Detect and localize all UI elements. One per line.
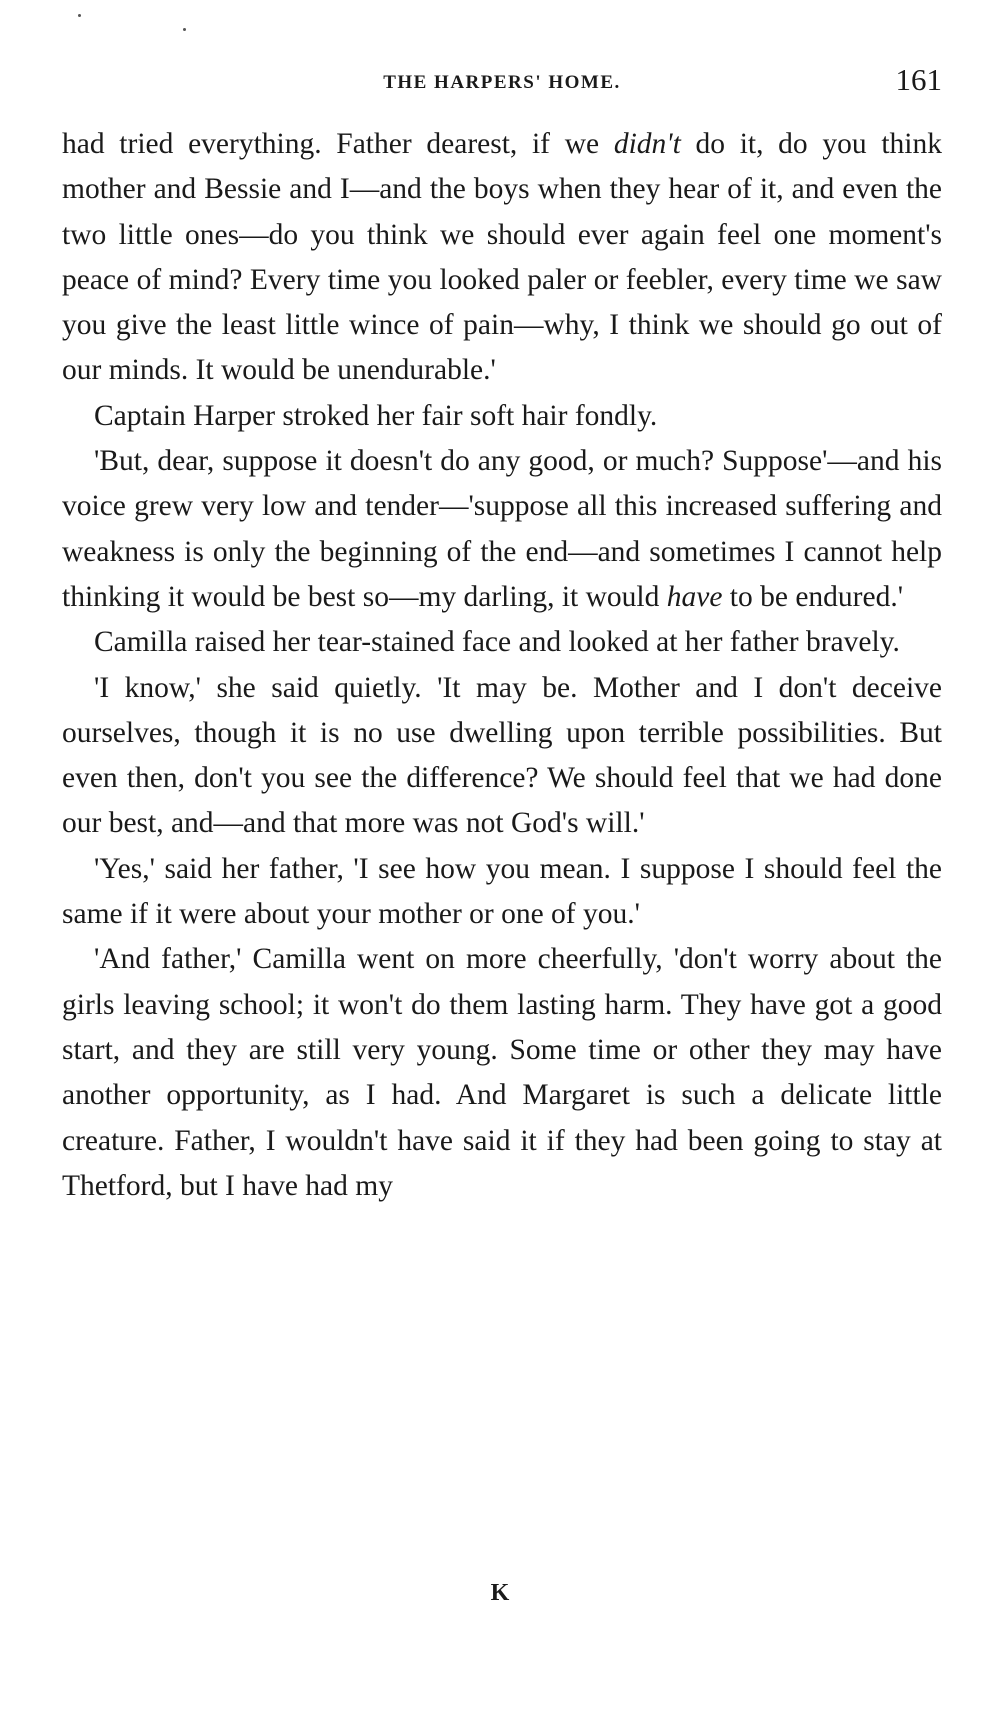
text-run: 'I know,' she said quietly. 'It may be. Mother and I don't deceive ourselves, though it is no use dwelling upon terrible possibilities. But even then, don't you see the difference? We should feel that we had done our best, and—and that more was not God's will.' (62, 671, 942, 840)
text-run: had tried everything. Father dearest, if we (62, 128, 614, 160)
paper-speck (78, 14, 81, 17)
paragraph (62, 847, 942, 938)
paragraph (62, 666, 942, 847)
body-text (62, 122, 942, 1209)
paper-speck (183, 28, 186, 31)
text-run: 'But, dear, suppose it doesn't do any good, or much? Suppose'—and his voice grew very low and tender—'suppose all this increased suffering and weakness is only the beginning of the end—and sometimes I cannot help thinking it would be best so—my darling, it would (62, 445, 942, 613)
text-run: 'And father,' Camilla went on more cheerfully, 'don't worry about the girls leaving school; it won't do them lasting harm. They have got a good start, and they are still very young. Some time or other they may have another opportunity, as I had. And Margaret is such a delicate little creature. Father, I wouldn't have said it if they had been going to stay at Thetford, but I have had my (62, 943, 942, 1202)
text-run: do it, do you think mother and Bessie and I—and the boys when they hear of it, and even the two little ones—do you think we should ever again feel one moment's peace of mind? Every time you looked paler or feebler, every time we saw you give the least little wince of pain—why, I think we should go out of our minds. It would be unendurable.' (62, 128, 942, 387)
paragraph (62, 620, 942, 665)
text-run: to be endured.' (722, 580, 904, 613)
paragraph (62, 122, 942, 394)
text-run: Captain Harper stroked her fair soft hair fondly. (94, 399, 658, 432)
italic-text: didn't (613, 128, 681, 160)
page-header (62, 62, 942, 102)
text-run: 'Yes,' said her father, 'I see how you mean. I suppose I should feel the same if it were about your mother or one of you.' (62, 852, 942, 931)
italic-text: have (666, 580, 723, 613)
running-title: THE HARPERS' HOME. (383, 72, 621, 93)
page-number: 161 (895, 62, 942, 97)
paragraph (62, 439, 942, 620)
signature-mark: K (490, 1580, 510, 1606)
paragraph (62, 394, 942, 439)
text-run: Camilla raised her tear-stained face and looked at her father bravely. (94, 626, 900, 659)
paragraph (62, 937, 942, 1209)
